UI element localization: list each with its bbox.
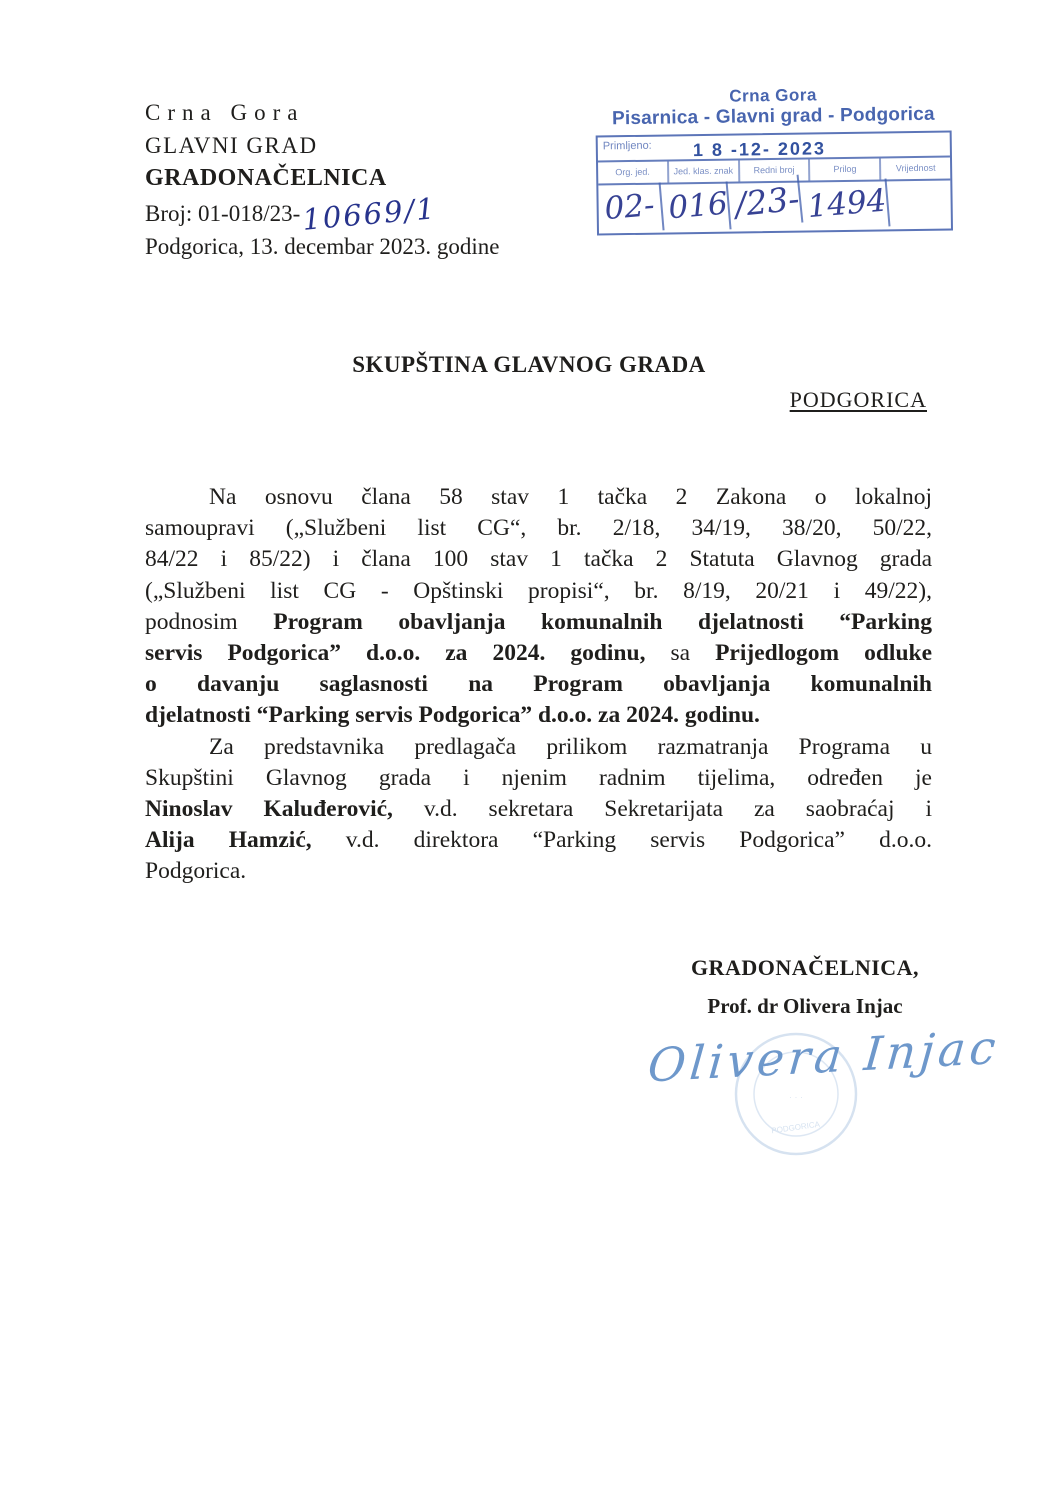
text-run: sa [645,640,716,667]
body-line [145,576,932,607]
body-line [145,732,932,763]
country-name: Crna Gora [145,100,305,125]
signature-name: Prof. dr Olivera Injac [707,994,903,1018]
stamp-values-row [598,178,951,234]
body-line [145,856,932,887]
body-line [145,794,932,825]
stamp-col-header: Vrijednost [895,162,936,174]
stamp-cell-value [887,178,953,231]
body-line [145,513,932,544]
addressee-title: SKUPŠTINA GLAVNOG GRADA [352,352,706,377]
body-line [145,544,932,575]
stamp-col-header: Redni broj [740,159,811,181]
body-line [145,482,932,513]
svg-text:· · ·: · · · [789,1092,803,1102]
stamp-col-header: Org. jed. [598,161,669,183]
doc-number-handwritten: 10669/1 [301,191,439,237]
text-run: servis Podgorica” d.o.o. za 2024. godinu, [145,640,646,667]
stamp-table [596,131,953,236]
signature-autograph: Olivera Injac [645,1019,1002,1093]
text-run: v.d. direktora “Parking servis Podgorica” d.o.o. [311,827,932,854]
text-run: Podgorica. [145,858,247,885]
text-run: („Službeni list CG - Opštinski propisi“, br. 8/19, 20/21 i 49/22), [145,577,932,604]
registry-stamp [595,84,953,236]
stamp-cell-value: /23- [727,175,804,230]
svg-text:PODGORICA: PODGORICA [770,1119,821,1136]
stamp-cell-value: 016 [661,181,732,234]
received-date-stamp: 1 8 -12- 2023 [692,138,827,161]
text-run: 84/22 i 85/22) i člana 100 stav 1 tačka 2 Statuta Glavnog grada [145,546,932,573]
text-run: o davanju saglasnosti na Program obavljanja komunalnih [145,671,932,698]
body-line [145,700,932,731]
received-label: Primljeno: [602,139,652,153]
text-run: samoupravi („Službeni list CG“, br. 2/18, 34/19, 38/20, 50/22, [145,515,932,542]
text-run: Program obavljanja komunalnih djelatnosti “Parking [273,608,932,635]
body-line [145,638,932,669]
stamp-cell-value: 1494 [800,178,891,233]
stamp-cell-value: 02- [597,182,665,235]
text-run: podnosim [145,608,274,635]
stamp-office-line: Pisarnica - Glavni grad - Podgorica [611,103,935,130]
stamp-country-line: Crna Gora [729,85,818,106]
text-run: Ninoslav Kaluđerović, [145,796,393,823]
body-line [145,669,932,700]
doc-number-line [145,191,500,237]
text-run: Na osnovu člana 58 stav 1 tačka 2 Zakona o lokalnoj [209,484,932,510]
signature-block [640,955,970,1019]
text-run: Skupštini Glavnog grada i njenim radnim tijelima, određen je [145,764,932,791]
body-text [145,482,932,888]
stamp-col-header: Prilog [810,159,881,181]
letterhead [145,96,500,263]
signature-role: GRADONAČELNICA, [690,955,920,980]
text-run: djelatnosti “Parking servis Podgorica” d.o.o. za 2024. godinu. [145,702,760,729]
addressee-city: PODGORICA [789,387,927,412]
body-line [145,825,932,856]
body-line [145,607,932,638]
doc-number-label: Broj: 01-018/23- [145,201,301,226]
text-run: Alija Hamzić, [145,827,312,854]
body-paragraph-1 [145,482,932,732]
city-name: GLAVNI GRAD [145,133,318,158]
stamp-col-header: Jed. klas. znak [669,160,740,182]
place-date-line: Podgorica, 13. decembar 2023. godine [145,234,500,259]
body-line [145,763,932,794]
text-run: Za predstavnika predlagača prilikom razmatranja Programa u [209,733,932,760]
text-run: Prijedlogom odluke [715,640,933,667]
body-paragraph-2 [145,732,932,888]
text-run: v.d. sekretara Sekretarijata za saobraćaj i [392,796,932,823]
office-name: GRADONAČELNICA [145,165,387,191]
